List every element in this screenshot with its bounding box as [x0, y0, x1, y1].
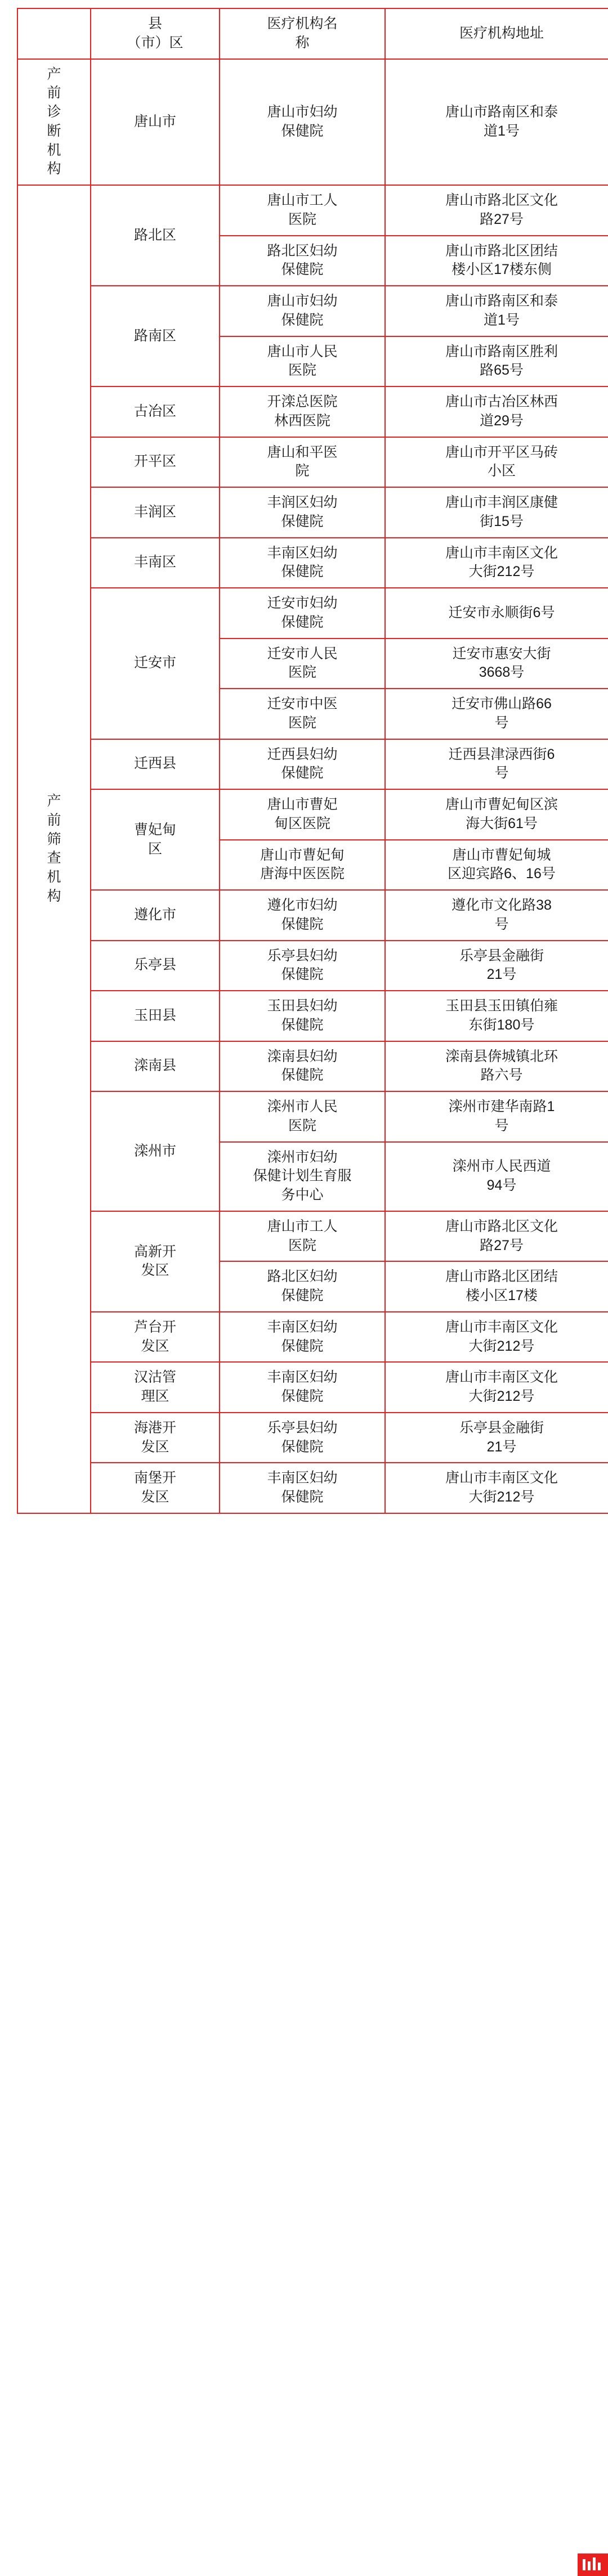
logo-bar — [583, 2559, 585, 2570]
address-cell: 乐亭县金融街 21号 — [385, 941, 608, 991]
institution-cell: 迁西县妇幼 保健院 — [220, 739, 385, 790]
institution-cell: 唐山和平医 院 — [220, 437, 385, 488]
district-cell: 唐山市 — [91, 59, 220, 186]
header-district: 县 （市）区 — [91, 8, 220, 59]
address-cell: 唐山市古冶区林西 道29号 — [385, 386, 608, 437]
address-cell: 迁安市惠安大街 3668号 — [385, 639, 608, 689]
address-cell: 唐山市路南区胜利 路65号 — [385, 336, 608, 387]
address-cell: 唐山市路北区文化 路27号 — [385, 185, 608, 236]
district-cell: 滦南县 — [91, 1041, 220, 1092]
address-cell: 玉田县玉田镇伯雍 东街180号 — [385, 991, 608, 1041]
table-row — [17, 789, 608, 840]
district-cell: 古冶区 — [91, 386, 220, 437]
address-cell: 迁安市永顺街6号 — [385, 588, 608, 639]
institution-cell: 丰南区妇幼 保健院 — [220, 1463, 385, 1513]
table-row — [17, 437, 608, 488]
institution-cell: 迁安市中医 医院 — [220, 689, 385, 739]
table-row — [17, 1041, 608, 1092]
table-row — [17, 538, 608, 588]
institution-cell: 唐山市妇幼 保健院 — [220, 286, 385, 336]
institution-cell: 唐山市妇幼 保健院 — [220, 59, 385, 186]
institution-cell: 玉田县妇幼 保健院 — [220, 991, 385, 1041]
institution-cell: 丰南区妇幼 保健院 — [220, 1362, 385, 1413]
table-row — [17, 1312, 608, 1363]
institution-cell: 唐山市工人 医院 — [220, 185, 385, 236]
institution-cell: 唐山市人民 医院 — [220, 336, 385, 387]
address-cell: 唐山市路南区和泰 道1号 — [385, 286, 608, 336]
institution-cell: 开滦总医院 林西医院 — [220, 386, 385, 437]
district-cell: 遵化市 — [91, 890, 220, 941]
district-cell: 开平区 — [91, 437, 220, 488]
institution-cell: 乐亭县妇幼 保健院 — [220, 941, 385, 991]
institution-cell: 迁安市人民 医院 — [220, 639, 385, 689]
institution-cell: 滦州市妇幼 保健计划生育服 务中心 — [220, 1142, 385, 1211]
address-cell: 唐山市曹妃甸区滨 海大街61号 — [385, 789, 608, 840]
institution-cell: 唐山市工人 医院 — [220, 1211, 385, 1262]
address-cell: 唐山市丰南区文化 大街212号 — [385, 1312, 608, 1363]
district-cell: 乐亭县 — [91, 941, 220, 991]
table-row — [17, 185, 608, 236]
table-row — [17, 1091, 608, 1142]
medical-institution-table — [17, 8, 608, 1514]
address-cell: 唐山市丰南区文化 大街212号 — [385, 1463, 608, 1513]
table-body — [17, 8, 608, 1513]
district-cell: 玉田县 — [91, 991, 220, 1041]
table-row — [17, 588, 608, 639]
institution-cell: 乐亭县妇幼 保健院 — [220, 1413, 385, 1463]
district-cell: 丰南区 — [91, 538, 220, 588]
district-cell: 高新开 发区 — [91, 1211, 220, 1312]
table-row — [17, 1362, 608, 1413]
table-row — [17, 386, 608, 437]
address-cell: 滦南县倴城镇北环 路六号 — [385, 1041, 608, 1092]
institution-cell: 唐山市曹妃 甸区医院 — [220, 789, 385, 840]
institution-cell: 唐山市曹妃甸 唐海中医医院 — [220, 840, 385, 891]
table-row — [17, 1463, 608, 1513]
district-cell: 滦州市 — [91, 1091, 220, 1211]
logo-watermark — [578, 2553, 608, 2576]
address-cell: 唐山市丰南区文化 大街212号 — [385, 1362, 608, 1413]
institution-cell: 丰润区妇幼 保健院 — [220, 487, 385, 538]
table-row — [17, 487, 608, 538]
table-row — [17, 739, 608, 790]
table-row — [17, 991, 608, 1041]
institution-cell: 滦南县妇幼 保健院 — [220, 1041, 385, 1092]
header-institution: 医疗机构名 称 — [220, 8, 385, 59]
institution-cell: 遵化市妇幼 保健院 — [220, 890, 385, 941]
district-cell: 迁安市 — [91, 588, 220, 739]
address-cell: 唐山市丰润区康健 街15号 — [385, 487, 608, 538]
address-cell: 遵化市文化路38 号 — [385, 890, 608, 941]
group-label-cell-0: 产 前 诊 断 机 构 — [17, 59, 91, 186]
institution-cell: 迁安市妇幼 保健院 — [220, 588, 385, 639]
address-cell: 唐山市路北区文化 路27号 — [385, 1211, 608, 1262]
address-cell: 乐亭县金融街 21号 — [385, 1413, 608, 1463]
logo-bar — [588, 2561, 591, 2570]
institution-cell: 路北区妇幼 保健院 — [220, 1261, 385, 1312]
table-row — [17, 1211, 608, 1262]
district-cell: 汉沽管 理区 — [91, 1362, 220, 1413]
address-cell: 唐山市路南区和泰 道1号 — [385, 59, 608, 186]
address-cell: 滦州市建华南路1 号 — [385, 1091, 608, 1142]
header-group — [17, 8, 91, 59]
header-address: 医疗机构地址 — [385, 8, 608, 59]
district-cell: 路北区 — [91, 185, 220, 286]
district-cell: 曹妃甸 区 — [91, 789, 220, 890]
address-cell: 唐山市曹妃甸城 区迎宾路6、16号 — [385, 840, 608, 891]
table-row — [17, 286, 608, 336]
district-cell: 南堡开 发区 — [91, 1463, 220, 1513]
logo-bar — [593, 2557, 596, 2570]
address-cell: 唐山市路北区团结 楼小区17楼 — [385, 1261, 608, 1312]
address-cell: 唐山市路北区团结 楼小区17楼东侧 — [385, 236, 608, 286]
table-row — [17, 941, 608, 991]
institution-cell: 丰南区妇幼 保健院 — [220, 538, 385, 588]
table-row — [17, 59, 608, 186]
institution-cell: 丰南区妇幼 保健院 — [220, 1312, 385, 1363]
district-cell: 海港开 发区 — [91, 1413, 220, 1463]
address-cell: 迁西县津渌西街6 号 — [385, 739, 608, 790]
table-header-row — [17, 8, 608, 59]
district-cell: 迁西县 — [91, 739, 220, 790]
group-label-cell-1: 产 前 筛 查 机 构 — [17, 185, 91, 1513]
address-cell: 迁安市佛山路66 号 — [385, 689, 608, 739]
table-row — [17, 1413, 608, 1463]
institution-cell: 路北区妇幼 保健院 — [220, 236, 385, 286]
district-cell: 路南区 — [91, 286, 220, 386]
address-cell: 滦州市人民西道 94号 — [385, 1142, 608, 1211]
address-cell: 唐山市开平区马砖 小区 — [385, 437, 608, 488]
logo-bar — [598, 2562, 601, 2570]
district-cell: 丰润区 — [91, 487, 220, 538]
district-cell: 芦台开 发区 — [91, 1312, 220, 1363]
table-row — [17, 890, 608, 941]
address-cell: 唐山市丰南区文化 大街212号 — [385, 538, 608, 588]
institution-cell: 滦州市人民 医院 — [220, 1091, 385, 1142]
